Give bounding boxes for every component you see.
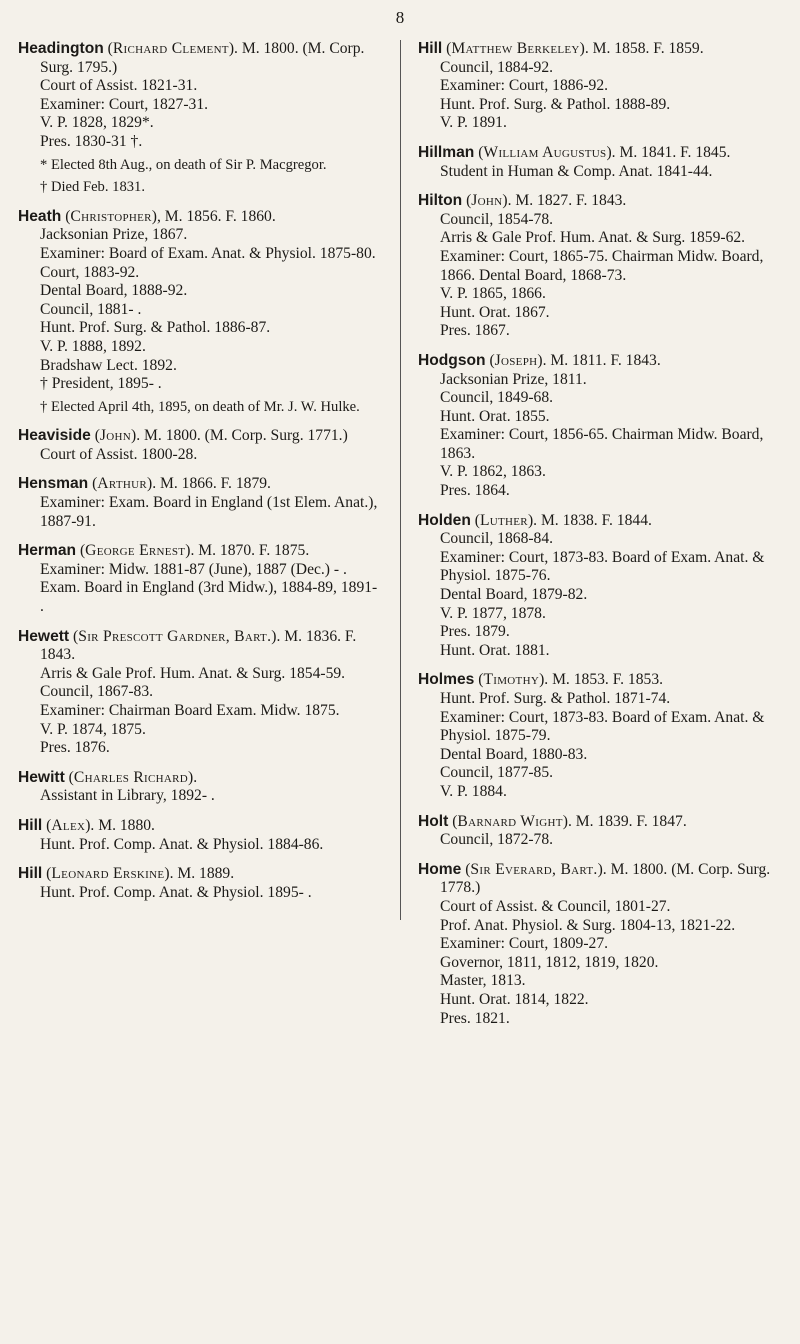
entry-surname: Home: [418, 860, 462, 878]
entry-line: Council, 1849-68.: [440, 389, 554, 407]
entry-line: Assistant in Library, 1892- .: [40, 787, 215, 805]
entry-dates: . M. 1866. F. 1879.: [152, 475, 271, 493]
entry-line: V. P. 1828, 1829*.: [40, 114, 154, 132]
entry-line: Hunt. Orat. 1881.: [440, 641, 550, 659]
entry-surname: Hill: [18, 816, 43, 834]
entry-given-names: Arthur: [97, 475, 147, 493]
left-column: [18, 40, 378, 913]
entry-line: Council, 1868-84.: [440, 530, 554, 548]
entry: [418, 192, 778, 341]
entry-heading: Holmes (Timothy). M. 1853. F. 1853.: [418, 671, 664, 689]
entry: [18, 542, 378, 616]
entry-surname: Holden: [418, 511, 471, 529]
entry-line: Prof. Anat. Physiol. & Surg. 1804-13, 1821-22.: [440, 916, 736, 934]
entry-given-names: John: [471, 192, 503, 210]
entry-line: Hunt. Prof. Surg. & Pathol. 1886-87.: [40, 319, 271, 337]
entry-line: Examiner: Board of Exam. Anat. & Physiol. 1875-80. Court, 1883-92.: [40, 244, 376, 281]
entry-line: Hunt. Prof. Comp. Anat. & Physiol. 1895- .: [40, 883, 312, 901]
entry: [418, 671, 778, 801]
entry-heading: Home (Sir Everard, Bart.). M. 1800. (M. Corp. Surg. 1778.): [418, 860, 771, 897]
entry-line: Council, 1854-78.: [440, 210, 554, 228]
entry-line: Pres. 1867.: [440, 322, 510, 340]
entry-line: Examiner: Midw. 1881-87 (June), 1887 (Dec.) - . Exam. Board in England (3rd Midw.), 1884-89, 1891- .: [40, 560, 378, 616]
entry-dates: . M. 1800. (M. Corp. Surg. 1778.): [440, 860, 771, 897]
entry-surname: Hodgson: [418, 351, 486, 369]
entry-line: Hunt. Orat. 1855.: [440, 407, 550, 425]
entry-line: Examiner: Court, 1873-83. Board of Exam. Anat. & Physiol. 1875-76.: [440, 548, 765, 585]
entry-line: Master, 1813.: [440, 972, 526, 990]
entry: [418, 352, 778, 501]
entry: [418, 40, 778, 133]
entry-dates: . M. 1838. F. 1844.: [533, 511, 652, 529]
entry-line: Examiner: Court, 1827-31.: [40, 95, 209, 113]
entry-given-names: Christopher: [70, 207, 152, 225]
entry-given-names: Luther: [479, 511, 528, 529]
entry-heading: Herman (George Ernest). M. 1870. F. 1875.: [18, 542, 310, 560]
entry-surname: Headington: [18, 40, 104, 57]
entry-surname: Hilton: [418, 192, 463, 210]
entry-line: Court of Assist. 1800-28.: [40, 445, 198, 463]
entry-line: Pres. 1876.: [40, 739, 110, 757]
entry-line: Jacksonian Prize, 1867.: [40, 226, 188, 244]
entry-surname: Herman: [18, 542, 77, 560]
entry-dates: . M. 1858. F. 1859.: [584, 40, 704, 57]
entry-surname: Holmes: [418, 671, 475, 689]
entry-given-names: William Augustus: [483, 143, 607, 161]
entry-dates: , M. 1856. F. 1860.: [156, 207, 276, 225]
entry-heading: Heaviside (John). M. 1800. (M. Corp. Surg. 1771.): [18, 427, 348, 445]
entry-line: V. P. 1884.: [440, 782, 507, 800]
entry-surname: Hewett: [18, 627, 70, 645]
entry-line: Council, 1867-83.: [40, 683, 154, 701]
entry-dates: . M. 1800. (M. Corp. Surg. 1795.): [40, 40, 365, 76]
entry-surname: Heaviside: [18, 427, 91, 445]
entry-given-names: Timothy: [483, 671, 540, 689]
entry: [18, 817, 378, 854]
entry-surname: Heath: [18, 207, 62, 225]
entry-heading: Hodgson (Joseph). M. 1811. F. 1843.: [418, 351, 661, 369]
entry-dates: . M. 1870. F. 1875.: [190, 542, 310, 560]
entry-heading: Hill (Leonard Erskine). M. 1889.: [18, 865, 235, 883]
entry: [18, 769, 378, 806]
entry: [418, 813, 778, 850]
entry-line: Examiner: Chairman Board Exam. Midw. 1875.: [40, 702, 340, 719]
entry-line: V. P. 1891.: [440, 114, 507, 132]
entry-line: V. P. 1865, 1866.: [440, 285, 546, 303]
entry-dates: . M. 1853. F. 1853.: [544, 671, 664, 689]
entry: [418, 144, 778, 181]
entry-dates: . M. 1827. F. 1843.: [507, 192, 627, 210]
entry-line: Examiner: Court, 1856-65. Chairman Midw. Board, 1863.: [440, 426, 764, 462]
entry-line: V. P. 1888, 1892.: [40, 337, 146, 355]
entry-line: Council, 1881- .: [40, 300, 142, 318]
entry-given-names: Leonard Erskine: [51, 865, 165, 883]
entry-line: Pres. 1821.: [440, 1009, 510, 1027]
entry-dates: . M. 1811. F. 1843.: [542, 351, 661, 369]
page-number: 8: [395, 8, 405, 27]
entry-line: Student in Human & Comp. Anat. 1841-44.: [440, 162, 713, 180]
entry: [18, 628, 378, 758]
entry-surname: Hillman: [418, 143, 475, 161]
entry-line: Hunt. Prof. Surg. & Pathol. 1871-74.: [440, 690, 671, 707]
entry-heading: Hilton (John). M. 1827. F. 1843.: [418, 192, 627, 210]
entry-line: Hunt. Orat. 1814, 1822.: [440, 990, 589, 1008]
entry-line: Hunt. Prof. Comp. Anat. & Physiol. 1884-86.: [40, 835, 324, 853]
entry: [418, 512, 778, 661]
entry-heading: Hill (Matthew Berkeley). M. 1858. F. 1859.: [418, 40, 704, 57]
right-column: [418, 40, 778, 1039]
entry-given-names: Richard Clement: [112, 40, 229, 57]
entry-heading: Hillman (William Augustus). M. 1841. F. 1845.: [418, 143, 731, 161]
entry-line: Council, 1877-85.: [440, 764, 554, 782]
entry-heading: Heath (Christopher), M. 1856. F. 1860.: [18, 207, 276, 225]
entry-dates: . M. 1841. F. 1845.: [611, 143, 731, 161]
entry: [18, 475, 378, 531]
entry-footnote: † Elected April 4th, 1895, on death of Mr. J. W. Hulke.: [40, 398, 360, 415]
entry-heading: Hewitt (Charles Richard).: [18, 768, 198, 786]
entry-surname: Hill: [418, 40, 443, 57]
entry-line: Examiner: Court, 1886-92.: [440, 77, 609, 95]
entry-line: Court of Assist. & Council, 1801-27.: [440, 897, 671, 915]
entry-line: Court of Assist. 1821-31.: [40, 77, 198, 95]
entry-dates: . M. 1836. F. 1843.: [40, 627, 357, 664]
entry-given-names: Joseph: [494, 351, 538, 369]
entry-dates: . M. 1800. (M. Corp. Surg. 1771.): [136, 427, 348, 445]
entry-heading: Hill (Alex). M. 1880.: [18, 816, 155, 834]
entry-line: Pres. 1830-31 †.: [40, 132, 143, 150]
entry-dates: . M. 1839. F. 1847.: [567, 812, 687, 830]
entry-footnote: * Elected 8th Aug., on death of Sir P. Macgregor.: [40, 156, 327, 173]
entry-dates: .: [193, 768, 198, 786]
entry-dates: . M. 1889.: [169, 865, 235, 883]
entry-given-names: Alex: [51, 816, 86, 834]
entry-line: Examiner: Court, 1865-75. Chairman Midw. Board, 1866. Dental Board, 1868-73.: [440, 247, 764, 284]
entry: [418, 861, 778, 1028]
entry-line: Governor, 1811, 1812, 1819, 1820.: [440, 953, 659, 971]
entry-line: Arris & Gale Prof. Hum. Anat. & Surg. 1859-62.: [440, 229, 746, 247]
entry-given-names: George Ernest: [85, 542, 186, 560]
entry-given-names: Matthew Berkeley: [451, 40, 580, 57]
entry-heading: Hewett (Sir Prescott Gardner, Bart.). M. 1836. F. 1843.: [18, 627, 357, 664]
entry-line: V. P. 1874, 1875.: [40, 720, 146, 738]
entry-line: Pres. 1864.: [440, 482, 510, 500]
entry-line: Council, 1884-92.: [440, 58, 554, 76]
entry-given-names: Barnard Wight: [457, 812, 563, 830]
entry-line: V. P. 1862, 1863.: [440, 463, 546, 481]
entry: [18, 208, 378, 417]
entry-heading: Hensman (Arthur). M. 1866. F. 1879.: [18, 475, 271, 493]
entry-line: Dental Board, 1880-83.: [440, 745, 588, 763]
entry-line: Council, 1872-78.: [440, 831, 554, 849]
entry-surname: Hewitt: [18, 768, 65, 786]
entry-line: Dental Board, 1888-92.: [40, 282, 188, 300]
entry-line: Hunt. Orat. 1867.: [440, 303, 550, 321]
entry-heading: Holden (Luther). M. 1838. F. 1844.: [418, 511, 652, 529]
entry-given-names: John: [99, 427, 132, 445]
entry-line: Examiner: Exam. Board in England (1st Elem. Anat.), 1887-91.: [40, 494, 378, 530]
entry: [18, 40, 378, 197]
entry-line: Examiner: Court, 1873-83. Board of Exam. Anat. & Physiol. 1875-79.: [440, 708, 765, 745]
entry-line: Pres. 1879.: [440, 623, 510, 641]
entry: [18, 865, 378, 902]
entry-heading: Holt (Barnard Wight). M. 1839. F. 1847.: [418, 812, 687, 830]
entry-line: Bradshaw Lect. 1892.: [40, 356, 177, 374]
entry-line: Examiner: Court, 1809-27.: [440, 935, 609, 953]
entry-surname: Holt: [418, 812, 449, 830]
entry-line: Jacksonian Prize, 1811.: [440, 370, 587, 388]
entry-given-names: Sir Prescott Gardner, Bart.: [78, 627, 272, 645]
entry: [18, 427, 378, 464]
entry-surname: Hensman: [18, 475, 89, 493]
entry-surname: Hill: [18, 865, 43, 883]
entry-dates: . M. 1880.: [90, 816, 155, 834]
entry-given-names: Sir Everard, Bart.: [470, 860, 598, 878]
entry-line: V. P. 1877, 1878.: [440, 604, 546, 622]
entry-line: Arris & Gale Prof. Hum. Anat. & Surg. 1854-59.: [40, 664, 346, 682]
entry-given-names: Charles Richard: [73, 768, 189, 786]
entry-heading: Headington (Richard Clement). M. 1800. (M. Corp. Surg. 1795.): [18, 40, 365, 76]
entry-line: † President, 1895- .: [40, 375, 162, 393]
entry-footnote: † Died Feb. 1831.: [40, 179, 145, 196]
entry-line: Hunt. Prof. Surg. & Pathol. 1888-89.: [440, 95, 671, 113]
column-divider: [400, 40, 401, 920]
entry-line: Dental Board, 1879-82.: [440, 586, 588, 604]
